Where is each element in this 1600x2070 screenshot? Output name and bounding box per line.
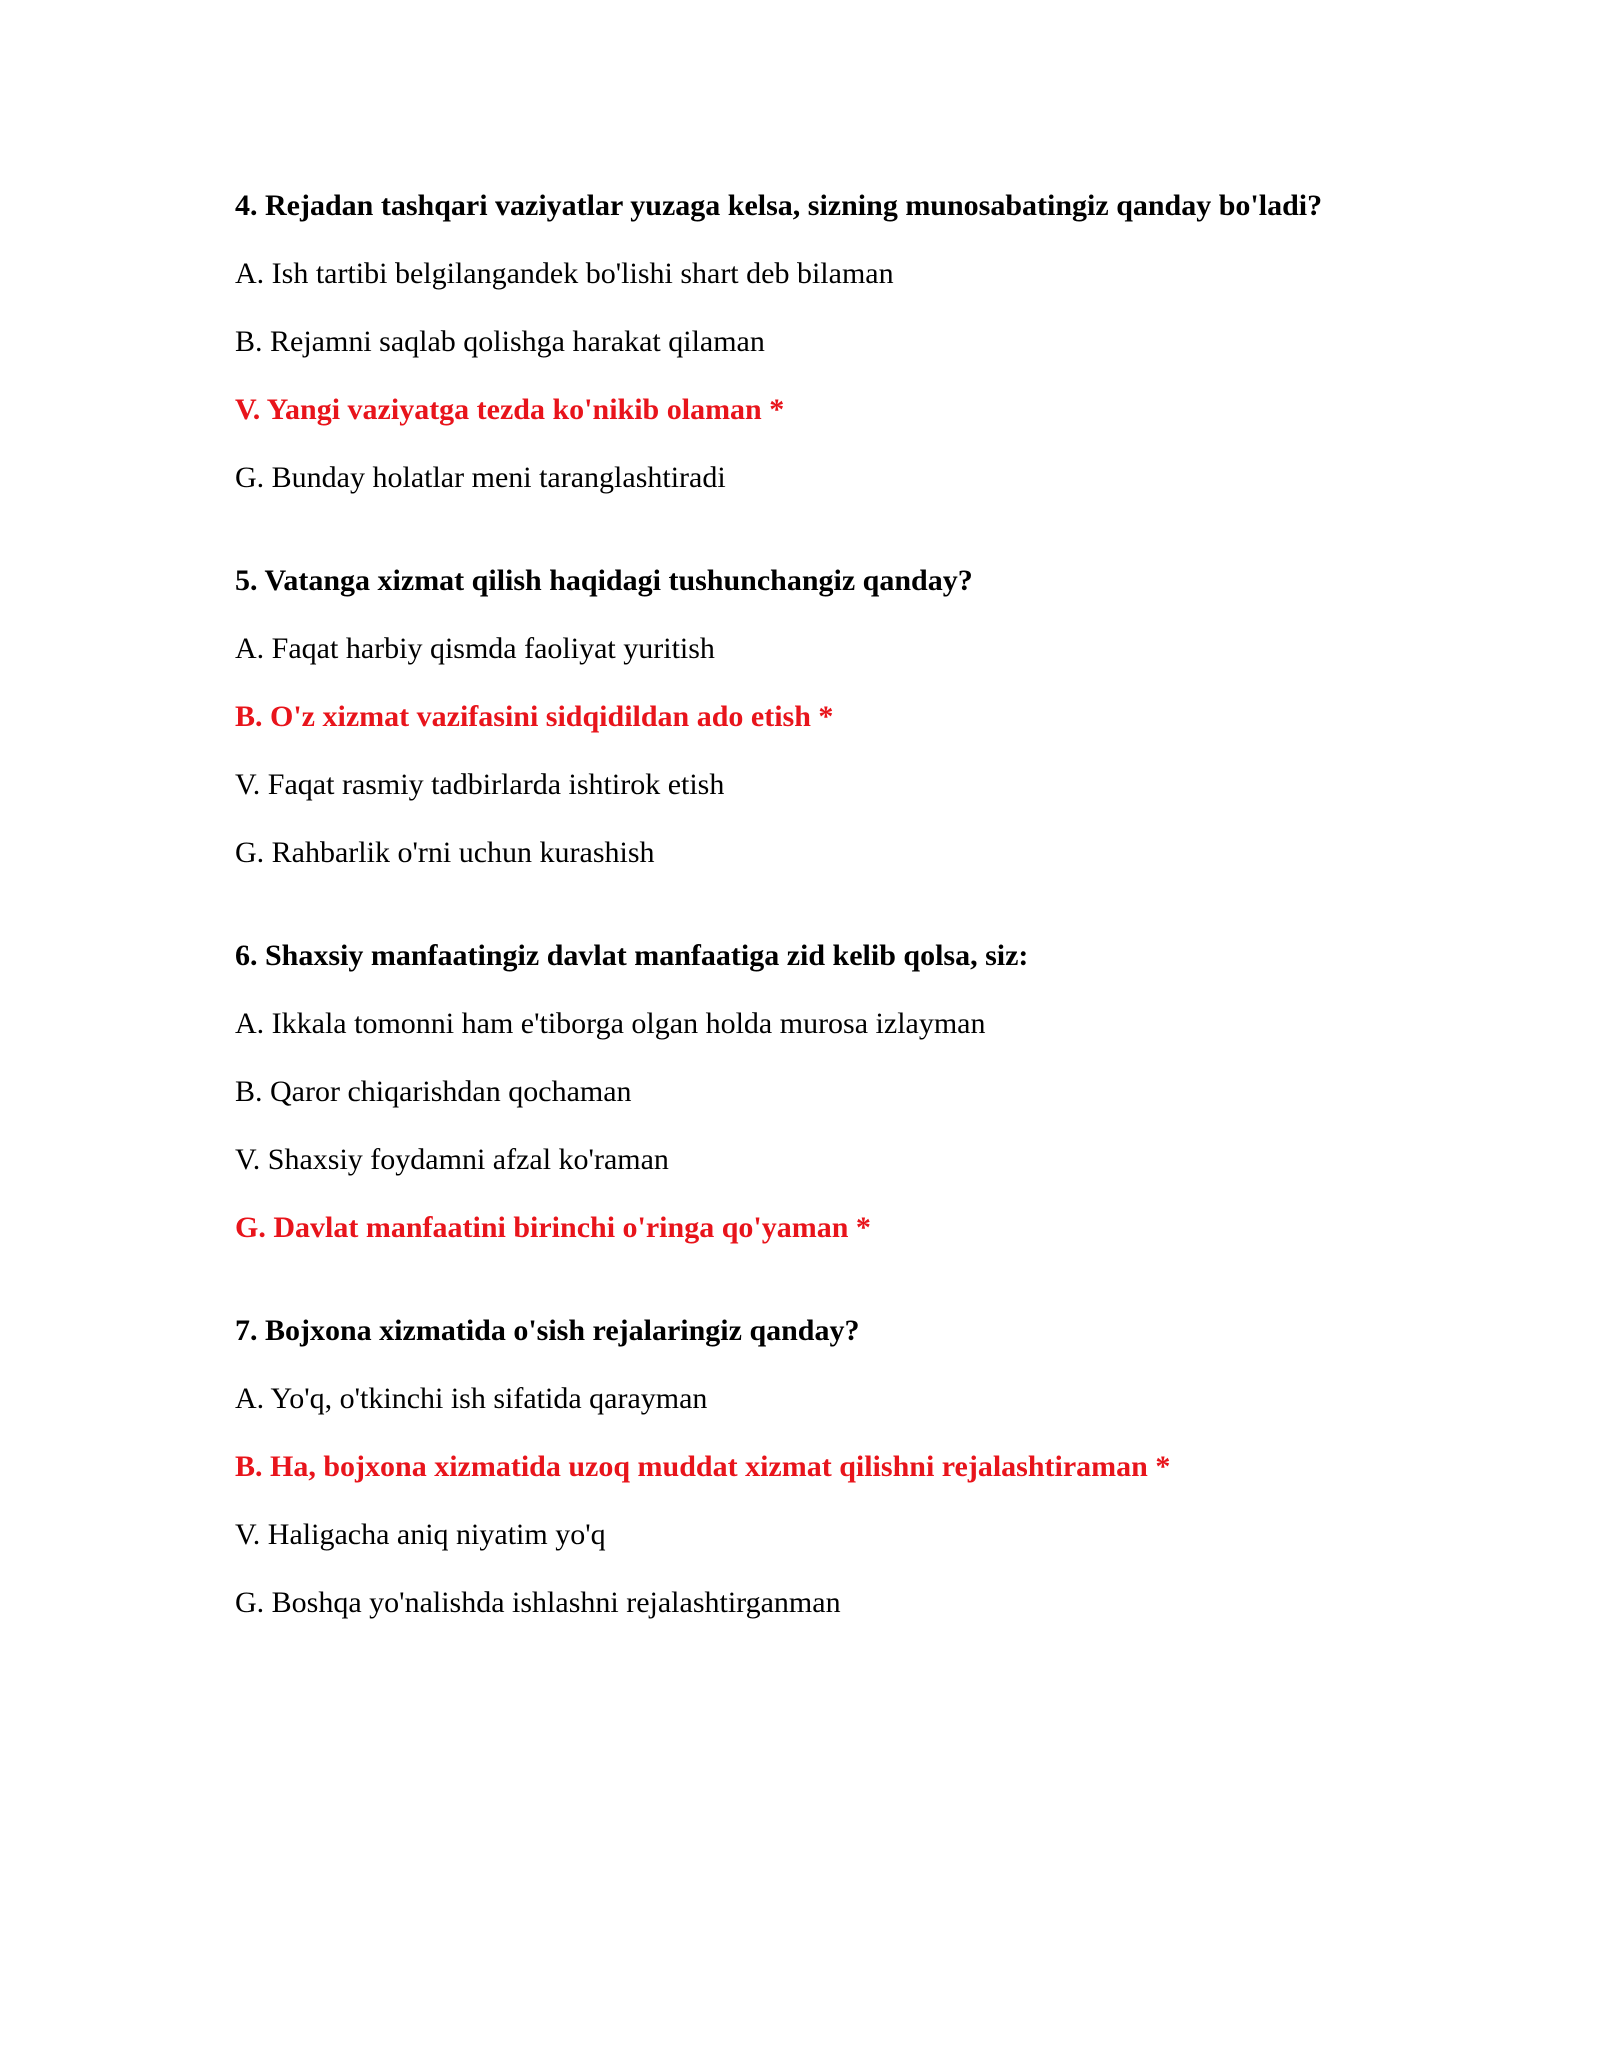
question-block xyxy=(235,1310,1325,1623)
answer-option: G. Bunday holatlar meni taranglashtiradi xyxy=(235,461,726,494)
question-title: 5. Vatanga xizmat qilish haqidagi tushunchangiz qanday? xyxy=(235,564,973,597)
answer-option: B. Qaror chiqarishdan qochaman xyxy=(235,1075,632,1108)
correct-answer-option: G. Davlat manfaatini birinchi o'ringa qo'yaman * xyxy=(235,1211,871,1244)
answer-option: V. Shaxsiy foydamni afzal ko'raman xyxy=(235,1143,669,1176)
answer-option: G. Boshqa yo'nalishda ishlashni rejalashtirganman xyxy=(235,1586,841,1619)
answer-option: A. Faqat harbiy qismda faoliyat yuritish xyxy=(235,632,715,665)
question-block xyxy=(235,560,1325,873)
questions-list xyxy=(235,185,1325,1685)
answer-option: A. Yo'q, o'tkinchi ish sifatida qarayman xyxy=(235,1382,708,1415)
question-title: 6. Shaxsiy manfaatingiz davlat manfaatiga zid kelib qolsa, siz: xyxy=(235,939,1029,972)
question-title: 7. Bojxona xizmatida o'sish rejalaringiz qanday? xyxy=(235,1314,860,1347)
answer-option: V. Haligacha aniq niyatim yo'q xyxy=(235,1518,606,1551)
question-title: 4. Rejadan tashqari vaziyatlar yuzaga kelsa, sizning munosabatingiz qanday bo'ladi? xyxy=(235,189,1323,222)
correct-answer-option: B. Ha, bojxona xizmatida uzoq muddat xizmat qilishni rejalashtiraman * xyxy=(235,1450,1171,1483)
question-block xyxy=(235,185,1325,498)
correct-answer-option: B. O'z xizmat vazifasini sidqidildan ado etish * xyxy=(235,700,834,733)
answer-option: A. Ish tartibi belgilangandek bo'lishi shart deb bilaman xyxy=(235,257,894,290)
answer-option: B. Rejamni saqlab qolishga harakat qilaman xyxy=(235,325,765,358)
answer-option: V. Faqat rasmiy tadbirlarda ishtirok etish xyxy=(235,768,725,801)
correct-answer-option: V. Yangi vaziyatga tezda ko'nikib olaman * xyxy=(235,393,785,426)
answer-option: A. Ikkala tomonni ham e'tiborga olgan holda murosa izlayman xyxy=(235,1007,986,1040)
answer-option: G. Rahbarlik o'rni uchun kurashish xyxy=(235,836,655,869)
question-block xyxy=(235,935,1325,1248)
